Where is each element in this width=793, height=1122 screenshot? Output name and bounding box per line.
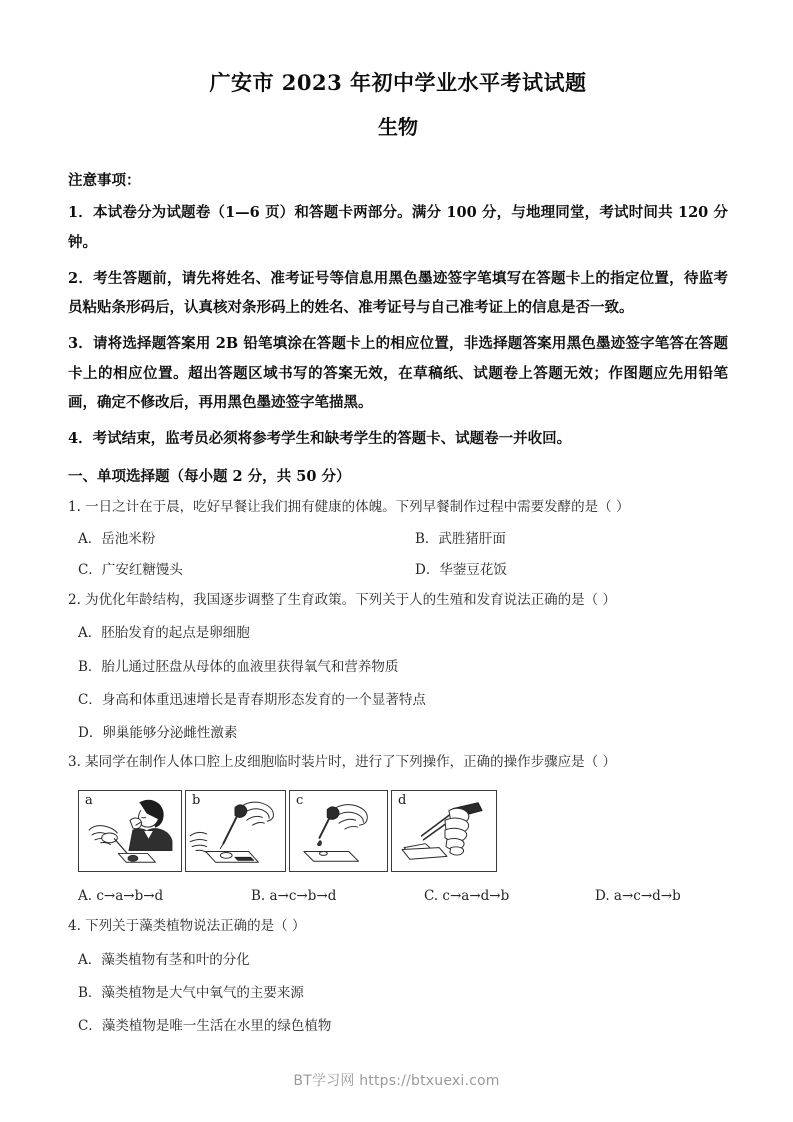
question-2-stem: 2. 为优化年龄结构，我国逐步调整了生育政策。下列关于人的生殖和发育说法正确的是（ ） <box>68 591 616 608</box>
question-2-option-row <box>68 710 728 743</box>
question-3-options <box>68 872 728 906</box>
question-2 <box>68 581 728 744</box>
question-2-option-a[interactable]: A．胚胎发育的起点是卵细胞 <box>78 625 250 642</box>
question-3-option-b[interactable]: B. a→c→b→d <box>251 888 337 905</box>
question-4-option-a[interactable]: A．藻类植物有茎和叶的分化 <box>78 951 250 968</box>
drop-saline-icon <box>290 791 387 871</box>
figure-panel-c <box>289 790 388 872</box>
question-1-options <box>68 518 728 581</box>
question-1-option-b[interactable]: B．武胜猪肝面 <box>415 531 506 547</box>
question-1-stem: 1. 一日之计在于晨，吃好早餐让我们拥有健康的体魄。下列早餐制作过程中需要发酵的是（ ） <box>68 499 630 516</box>
question-2-option-b[interactable]: B．胎儿通过胚盘从母体的血液里获得氧气和营养物质 <box>78 658 399 675</box>
scrape-cheek-cells-icon <box>79 791 181 871</box>
question-3 <box>68 743 728 906</box>
question-3-stem: 3. 某同学在制作人体口腔上皮细胞临时装片时，进行了下列操作，正确的操作步骤应是（ ） <box>68 754 616 771</box>
notice-item-2: 2．考生答题前，请先将姓名、准考证号等信息用黑色墨迹签字笔填写在答题卡上的指定位置，待监考员粘贴条形码后，认真核对条形码上的姓名、准考证号与自己准考证上的信息是否一致。 <box>68 269 728 317</box>
question-2-option-row <box>68 677 728 710</box>
footer-watermark: BT学习网 https://btxuexi.com <box>293 1073 500 1089</box>
question-3-option-c[interactable]: C. c→a→d→b <box>424 888 510 905</box>
figure-panel-c-label: c <box>296 793 304 809</box>
question-3-figure-strip <box>68 773 728 872</box>
question-4-option-b[interactable]: B．藻类植物是大气中氧气的主要来源 <box>78 984 304 1001</box>
page-subtitle-subject: 生物 <box>378 115 418 140</box>
page-title: 广安市 2023 年初中学业水平考试试题 <box>209 70 587 95</box>
question-4-option-row <box>68 937 728 970</box>
question-2-option-c[interactable]: C．身高和体重迅速增长是青春期形态发育的一个显著特点 <box>78 691 426 708</box>
figure-panel-b <box>185 790 286 872</box>
notice-item-3: 3．请将选择题答案用 2B 铅笔填涂在答题卡上的相应位置，非选择题答案用黑色墨迹签字笔答在答题卡上的相应位置。超出答题区域书写的答案无效，在草稿纸、试题卷上答题无效；作图题应先用铅笔画，确定不修改后，再用黑色墨迹签字笔描黑。 <box>68 335 728 412</box>
question-4-option-row <box>68 970 728 1003</box>
question-2-option-row <box>68 644 728 677</box>
notice-item-4: 4．考试结束，监考员必须将参考学生和缺考学生的答题卡、试题卷一并收回。 <box>68 430 572 448</box>
add-iodine-stain-icon <box>186 791 285 871</box>
question-3-option-d[interactable]: D. a→c→d→b <box>595 888 681 905</box>
section-heading-multiple-choice: 一、单项选择题（每小题 2 分，共 50 分） <box>68 467 351 485</box>
question-2-option-row <box>68 610 728 643</box>
question-4 <box>68 907 728 1037</box>
question-4-stem: 4. 下列关于藻类植物说法正确的是（ ） <box>68 917 306 934</box>
figure-panel-a-label: a <box>85 793 93 809</box>
question-1-option-a[interactable]: A．岳池米粉 <box>78 531 156 547</box>
question-4-options <box>68 937 728 1037</box>
question-2-options <box>68 610 728 743</box>
question-1-option-d[interactable]: D．华蓥豆花饭 <box>415 562 507 579</box>
figure-panel-b-label: b <box>192 793 201 809</box>
figure-panel-d-label: d <box>398 793 407 809</box>
question-1 <box>68 488 728 580</box>
figure-panel-d <box>391 790 497 872</box>
place-coverslip-forceps-icon <box>392 791 496 871</box>
notice-heading: 注意事项： <box>68 172 141 190</box>
notice-item-1: 1．本试卷分为试题卷（1—6 页）和答题卡两部分。满分 100 分，与地理同堂，考试时间共 120 分钟。 <box>68 204 728 251</box>
question-4-option-row <box>68 1003 728 1036</box>
question-3-option-row <box>68 872 728 906</box>
question-2-option-d[interactable]: D．卵巢能够分泌雌性激素 <box>78 725 238 742</box>
question-1-option-row <box>68 549 728 580</box>
question-1-option-c[interactable]: C．广安红糖馒头 <box>78 562 183 579</box>
question-4-option-c[interactable]: C．藻类植物是唯一生活在水里的绿色植物 <box>78 1018 332 1035</box>
figure-panel-a <box>78 790 182 872</box>
page-content-area <box>68 0 728 1036</box>
question-1-option-row <box>68 518 728 549</box>
question-3-option-a[interactable]: A. c→a→b→d <box>78 888 164 905</box>
notice-block <box>68 141 728 454</box>
